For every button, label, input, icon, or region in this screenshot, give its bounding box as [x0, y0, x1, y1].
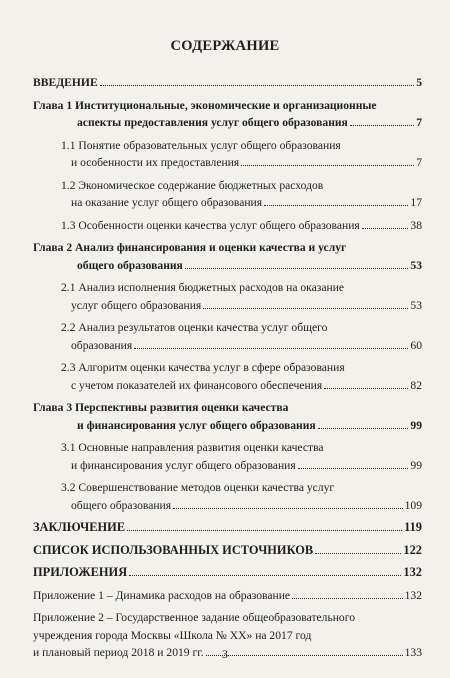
toc-page-number: 99	[410, 458, 422, 472]
dot-leader	[100, 75, 415, 86]
toc-entry[interactable]	[33, 74, 422, 92]
toc-entry-text: аспекты предоставления услуг общего образования	[77, 116, 348, 129]
toc-entry-text: общего образования	[77, 258, 183, 272]
toc-entry-text: образования	[71, 338, 133, 352]
toc-page-number: 133	[404, 646, 422, 660]
toc-page-number: 5	[416, 76, 422, 89]
page-number: 3	[222, 647, 228, 661]
toc-title: СОДЕРЖАНИЕ	[170, 38, 280, 54]
toc-entry[interactable]	[33, 399, 422, 434]
toc-entry-line: 3.2 Совершенствование методов оценки качества услуг	[61, 481, 335, 494]
dot-leader	[292, 588, 403, 599]
dot-leader	[362, 217, 409, 228]
dot-leader	[185, 257, 409, 268]
dot-leader	[318, 417, 409, 428]
toc-entry-text: 1.3 Особенности оценки качества услуг общего образования	[61, 218, 360, 232]
toc-entry[interactable]	[61, 137, 422, 172]
dot-leader	[127, 519, 402, 531]
toc-entry-line: 2.2 Анализ результатов оценки качества услуг общего	[61, 321, 328, 334]
toc-entry-text: ЗАКЛЮЧЕНИЕ	[33, 520, 126, 535]
dot-leader	[241, 155, 414, 166]
toc-entry-line: 2.3 Алгоритм оценки качества услуг в сфере образования	[61, 361, 345, 374]
toc-page-number: 38	[410, 218, 422, 232]
toc-entry-text: на оказание услуг общего образования	[71, 196, 263, 209]
toc-page-number: 17	[410, 196, 422, 209]
toc-page-number: 109	[404, 498, 422, 512]
toc-entry-text: и особенности их предоставления	[71, 156, 240, 169]
toc-entry[interactable]	[61, 279, 422, 314]
toc-entry-text: с учетом показателей их финансового обеспечения	[71, 378, 323, 392]
toc-page-number: 119	[404, 520, 422, 535]
toc-page-number: 82	[410, 378, 422, 392]
toc-entry-text: общего образования	[71, 498, 172, 512]
toc-entry[interactable]	[61, 319, 422, 354]
toc-entry[interactable]	[33, 587, 422, 605]
toc-entry-text: услуг общего образования	[71, 298, 202, 312]
toc-entry-line: 3.1 Основные направления развития оценки качества	[61, 441, 324, 454]
toc-entry[interactable]	[61, 217, 422, 235]
toc-entry-line: Глава 3 Перспективы развития оценки качества	[33, 401, 289, 414]
toc-entry-text: и финансирования услуг общего образования	[71, 458, 296, 472]
toc-entry[interactable]	[61, 439, 422, 474]
dot-leader	[324, 377, 408, 388]
toc-page-number: 60	[410, 338, 422, 352]
toc-entry-line: учреждения города Москвы «Школа № ХХ» на 2017 год	[33, 628, 312, 642]
toc-entry[interactable]	[33, 519, 422, 537]
toc-entry[interactable]	[61, 177, 422, 212]
toc-entry-line: Глава 2 Анализ финансирования и оценки качества и услуг	[33, 241, 347, 254]
toc-page-number: 7	[416, 116, 422, 129]
toc-entry[interactable]	[33, 239, 422, 274]
toc-page-number: 53	[410, 258, 422, 272]
toc-page-number: 53	[410, 298, 422, 312]
toc-entry[interactable]	[33, 97, 422, 132]
toc-entry-line: Приложение 2 – Государственное задание общеобразовательного	[33, 611, 355, 625]
table-of-contents	[33, 74, 422, 662]
toc-entry-line: 1.2 Экономическое содержание бюджетных расходов	[61, 178, 324, 192]
dot-leader	[134, 337, 408, 348]
toc-entry-line: 2.1 Анализ исполнения бюджетных расходов на оказание	[61, 281, 345, 294]
dot-leader	[350, 115, 414, 126]
toc-entry[interactable]	[33, 564, 422, 582]
toc-entry-line: Глава 1 Институциональные, экономические и организационные	[33, 98, 377, 112]
dot-leader	[298, 457, 409, 468]
dot-leader	[203, 297, 408, 308]
toc-entry-text: ПРИЛОЖЕНИЯ	[33, 565, 128, 580]
toc-page-number: 7	[416, 156, 422, 169]
toc-page-number: 99	[410, 418, 422, 432]
toc-entry[interactable]	[61, 479, 422, 514]
toc-entry-text: и финансирования услуг общего образования	[77, 418, 316, 432]
dot-leader	[315, 542, 401, 554]
toc-entry[interactable]	[33, 542, 422, 560]
dot-leader	[129, 564, 401, 576]
toc-page-number: 132	[403, 565, 422, 580]
toc-entry-text: ВВЕДЕНИЕ	[33, 76, 98, 89]
dot-leader	[173, 497, 403, 508]
toc-entry[interactable]	[61, 359, 422, 394]
toc-page-number: 122	[403, 542, 422, 557]
toc-entry-text: и плановый период 2018 и 2019 гг.	[33, 646, 204, 660]
toc-entry-text: СПИСОК ИСПОЛЬЗОВАННЫХ ИСТОЧНИКОВ	[33, 542, 314, 557]
toc-entry-text: Приложение 1 – Динамика расходов на образование	[33, 588, 291, 602]
dot-leader	[264, 195, 408, 206]
toc-entry-line: 1.1 Понятие образовательных услуг общего образования	[61, 138, 341, 152]
toc-page-number: 132	[404, 588, 422, 602]
